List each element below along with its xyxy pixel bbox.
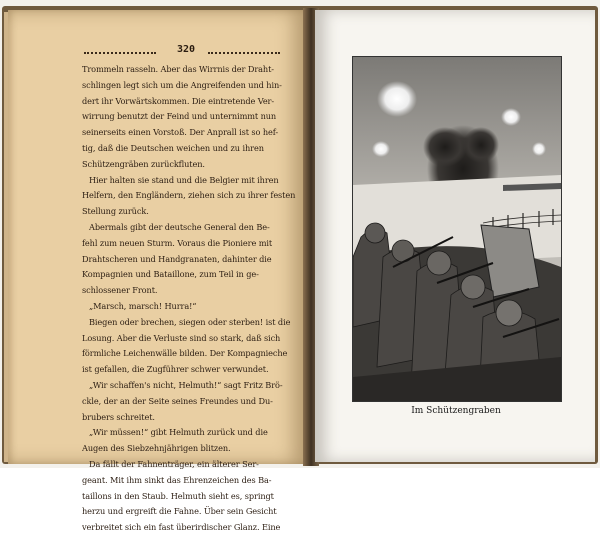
text-line: ist gefallen, die Zugführer schwer verwundet. — [82, 364, 269, 375]
text-line: Kompagnien und Bataillone, zum Teil in ge- — [82, 269, 259, 280]
text-line: verbreitet sich ein fast überirdischer Glanz. Eine — [82, 522, 281, 533]
text-line: Stellung zurück. — [82, 206, 149, 217]
text-line: tig, daß die Deutschen weichen und zu ihren — [82, 142, 264, 153]
page-number: 320 — [176, 44, 196, 55]
text-line: „Wir schaffen's nicht, Helmuth!“ sagt Fritz Brö- — [89, 379, 283, 390]
text-line: schlingen legt sich um die Angreifenden und hin- — [82, 79, 282, 90]
text-line: geant. Mit ihm sinkt das Ehrenzeichen des Ba- — [82, 474, 272, 485]
text-line: wirrung benutzt der Feind und unternimmt nun — [82, 111, 277, 122]
text-line: Drahtscheren und Handgranaten, dahinter die — [82, 253, 272, 264]
text-line: Biegen oder brechen, siegen oder sterben! ist die — [89, 316, 291, 327]
text-line: fehl zum neuen Sturm. Voraus die Pioniere mit — [82, 237, 273, 248]
text-line: herzu und ergreift die Fahne. Über sein Gesicht — [82, 506, 277, 517]
text-line: förmliche Leichenwälle bilden. Der Kompagnieche — [82, 348, 288, 359]
text-line: seinerseits einen Vorstoß. Der Anprall ist so hef- — [82, 127, 279, 138]
body-text — [82, 62, 304, 536]
text-line: Trommeln rasseln. Aber das Wirrnis der Draht- — [82, 64, 274, 74]
text-line: brubers schreitet. — [82, 411, 155, 422]
text-line: Losung. Aber die Verluste sind so stark, daß sich — [82, 332, 281, 343]
text-line: Abermals gibt der deutsche General den Be- — [89, 221, 270, 232]
page-header — [0, 44, 300, 60]
illustration-caption: Im Schützengraben — [411, 406, 501, 416]
header-rule-right — [208, 52, 280, 54]
illustration-drawing — [353, 57, 561, 401]
text-line: Schützengräben zurückfluten. — [82, 158, 205, 169]
text-line: Augen des Siebzehnjährigen blitzen. — [82, 443, 231, 454]
text-line: ckle, der an der Seite seines Freundes und Du- — [82, 395, 273, 406]
text-line: schlossener Front. — [82, 285, 158, 296]
text-line: „Wir müssen!“ gibt Helmuth zurück und die — [89, 427, 268, 438]
text-line: taillons in den Staub. Helmuth sieht es, springt — [82, 490, 274, 501]
text-line: Helfern, den Engländern, ziehen sich zu ihrer festen — [82, 190, 296, 201]
text-line: Da fällt der Fahnenträger, ein älterer Ser- — [89, 458, 259, 469]
text-line: dert ihr Vorwärtskommen. Die eintretende Ver- — [82, 95, 275, 106]
illustration-trench-soldiers — [352, 56, 562, 402]
text-line: Hier halten sie stand und die Belgier mit ihren — [89, 174, 279, 185]
text-line: „Marsch, marsch! Hurra!“ — [89, 300, 197, 311]
header-rule-left — [84, 52, 156, 54]
